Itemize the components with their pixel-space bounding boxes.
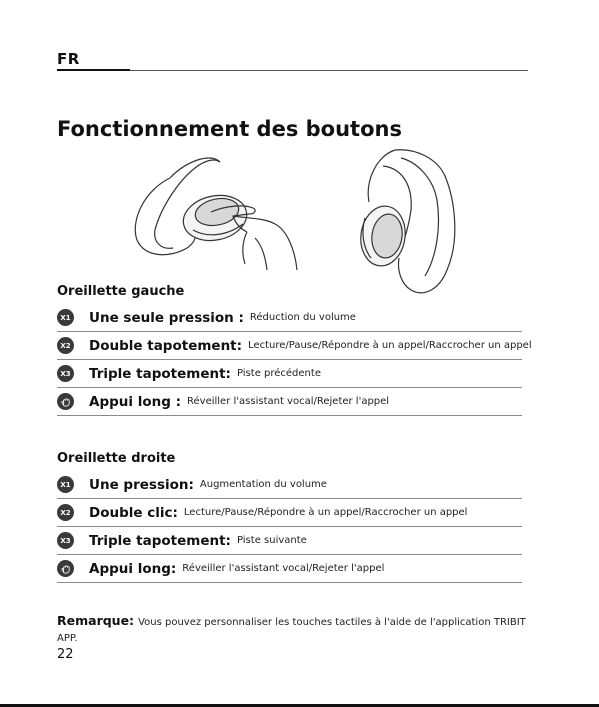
page-title: Fonctionnement des boutons (57, 117, 402, 141)
row-label: Appui long : (89, 393, 181, 410)
right-row-4 (57, 555, 522, 583)
row-desc: Lecture/Pause/Répondre à un appel/Raccrocher un appel (183, 507, 468, 518)
left-row-2 (57, 332, 532, 360)
hand-hold-icon (57, 393, 74, 410)
earbuds-illustration (115, 140, 475, 300)
header-rule-thick (57, 69, 130, 71)
language-label: FR (57, 50, 80, 68)
row-label: Double tapotement: (89, 337, 243, 354)
remark-label: Remarque: (57, 613, 135, 628)
left-row-4 (57, 388, 522, 416)
row-label: Triple tapotement: (89, 365, 231, 382)
row-label: Triple tapotement: (89, 532, 231, 549)
right-earbud-heading: Oreillette droite (57, 451, 176, 466)
left-earbud-heading: Oreillette gauche (57, 284, 185, 299)
x3-badge: X3 (57, 365, 74, 382)
x2-badge: X2 (57, 337, 74, 354)
remark-text: Vous pouvez personnaliser les touches tactiles à l'aide de l'application TRIBIT APP. (57, 617, 526, 644)
x2-badge: X2 (57, 504, 74, 521)
row-desc: Piste suivante (236, 535, 307, 546)
x3-badge: X3 (57, 532, 74, 549)
row-label: Double clic: (89, 504, 178, 521)
right-earbud-hook (395, 150, 455, 293)
hand-hold-icon (57, 560, 74, 577)
row-desc: Augmentation du volume (199, 479, 327, 490)
row-desc: Piste précédente (236, 368, 321, 379)
right-row-2 (57, 499, 522, 527)
row-label: Une seule pression : (89, 309, 244, 326)
row-desc: Lecture/Pause/Répondre à un appel/Raccrocher un appel (248, 340, 532, 351)
row-label: Une pression: (89, 476, 194, 493)
row-desc: Réduction du volume (249, 312, 356, 323)
row-label: Appui long: (89, 560, 177, 577)
left-row-1 (57, 304, 522, 332)
right-row-1 (57, 471, 522, 499)
row-desc: Réveiller l'assistant vocal/Rejeter l'appel (182, 563, 385, 574)
x1-badge: X1 (57, 309, 74, 326)
right-row-3 (57, 527, 522, 555)
header-rule-thin (130, 70, 528, 71)
page-number: 22 (57, 647, 74, 662)
x1-badge: X1 (57, 476, 74, 493)
left-row-3 (57, 360, 522, 388)
remark-note (57, 613, 532, 647)
row-desc: Réveiller l'assistant vocal/Rejeter l'appel (187, 396, 390, 407)
